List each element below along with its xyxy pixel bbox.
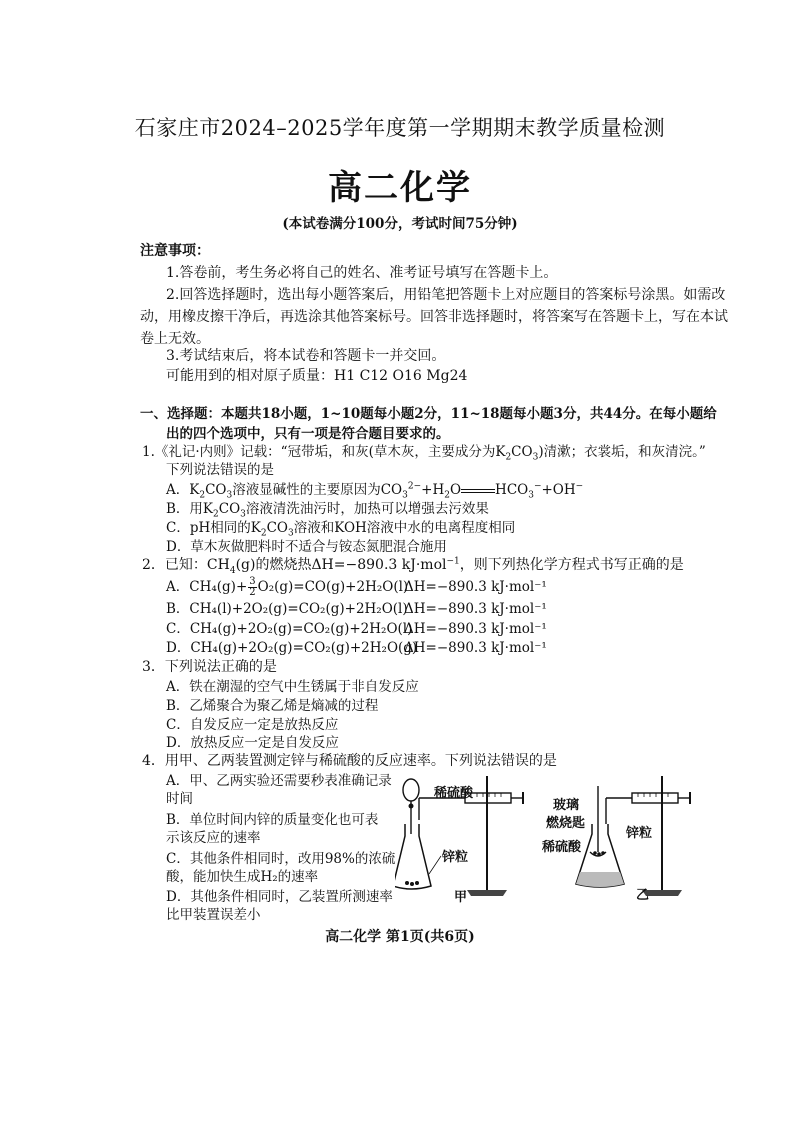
notice-item-1: 1.答卷前，考生务必将自己的姓名、准考证号填写在答题卡上。 — [166, 265, 558, 281]
question-2-option-a: A．CH₄(g)+ $\frac{3}{2}$ O₂(g)=CO(g)+2H₂O(l) — [166, 576, 409, 598]
question-1-option-c: C．pH相同的$K_2CO_3$溶液和KOH溶液中水的电离程度相同 — [166, 520, 516, 539]
question-3-option-b: B．乙烯聚合为聚乙烯是熵减的过程 — [166, 698, 379, 714]
question-4-stem: 4．用甲、乙两装置测定锌与稀硫酸的反应速率。下列说法错误的是 — [142, 753, 557, 769]
subject-title: 高二化学 — [328, 168, 472, 208]
notice-item-2-line-2: 动，用橡皮擦干净后，再选涂其他答案标号。回答非选择题时，将答案写在答题卡上，写在本试 — [140, 309, 728, 325]
question-3-stem: 3．下列说法正确的是 — [142, 659, 277, 675]
jia-acid-label: 稀硫酸 — [434, 786, 474, 801]
exam-title: 石家庄市2024–2025学年度第一学期期末教学质量检测 — [134, 116, 666, 140]
dilute-acid-liquid — [576, 872, 624, 887]
question-4-option-d-line-1: D．其他条件相同时，乙装置所测速率 — [166, 889, 393, 905]
fraction-three-halves: $\frac{3}{2}$ — [249, 576, 256, 598]
question-1-option-d: D．草木灰做肥料时不适合与铵态氮肥混合施用 — [166, 539, 447, 555]
yi-acid-label: 稀硫酸 — [542, 840, 582, 855]
notice-item-2-line-3: 卷上无效。 — [140, 331, 210, 347]
question-4-option-c-line-2: 酸，能加快生成H₂的速率 — [166, 869, 319, 885]
question-2-option-b-dh: ΔH=−890.3 kJ·mol⁻¹ — [404, 601, 547, 617]
question-2-option-b: B．CH₄(l)+2O₂(g)=CO₂(g)+2H₂O(l) — [166, 601, 408, 617]
yi-spoon-label-2: 燃烧匙 — [546, 816, 586, 831]
jia-zinc-label: 锌粒 — [442, 850, 469, 865]
question-1-option-a: A．$K_2CO_3$溶液显碱性的主要原因为$CO_3^{2-}+H_2O$ $HCO_3^-+OH^-$ — [166, 481, 584, 501]
score-note: (本试卷满分100分，考试时间75分钟) — [282, 216, 518, 232]
question-1-stem: 1.《礼记·内则》记载：“冠带垢，和灰(草木灰，主要成分为$K_2CO_3$)清漱；衣裳垢，和灰清浣。” — [142, 444, 706, 463]
question-2-option-d-dh: ΔH=−890.3 kJ·mol⁻¹ — [404, 640, 547, 656]
question-2-option-c-dh: ΔH=−890.3 kJ·mol⁻¹ — [404, 621, 547, 637]
notice-item-3: 3.考试结束后，将本试卷和答题卡一并交回。 — [166, 348, 446, 364]
question-3-option-a: A．铁在潮湿的空气中生锈属于非自发反应 — [166, 679, 419, 695]
question-3-option-c: C．自发反应一定是放热反应 — [166, 717, 339, 733]
separatory-funnel — [403, 779, 419, 801]
question-3-option-d: D．放热反应一定是自发反应 — [166, 735, 339, 751]
syringe-barrel — [632, 793, 678, 803]
question-1-stem-line-2: 下列说法错误的是 — [166, 462, 274, 478]
question-1-option-b: B．用$K_2CO_3$溶液清洗油污时，加热可以增强去污效果 — [166, 501, 489, 520]
yi-spoon-label-1: 玻璃 — [553, 798, 580, 813]
yi-figure-name: 乙 — [636, 888, 650, 903]
zinc-granules — [405, 881, 419, 886]
question-4-option-d-line-2: 比甲装置误差小 — [166, 907, 261, 923]
conical-flask — [395, 824, 431, 889]
stand-base — [467, 890, 507, 896]
question-2-option-a-dh: ΔH=−890.3 kJ·mol⁻¹ — [404, 579, 547, 595]
jia-figure-name: 甲 — [454, 890, 468, 905]
section-1-line-2: 出的四个选项中，只有一项是符合题目要求的。 — [166, 426, 450, 442]
atomic-mass-line: 可能用到的相对原子质量：H1 C12 O16 Mg24 — [166, 368, 468, 384]
notice-item-2-line-1: 2.回答选择题时，选出每小题答案后，用铅笔把答题卡上对应题目的答案标号涂黑。如需改 — [166, 287, 726, 303]
question-4-option-a-line-2: 时间 — [166, 791, 193, 807]
question-4-option-b-line-1: B．单位时间内锌的质量变化也可表 — [166, 812, 379, 828]
notice-heading: 注意事项： — [140, 243, 210, 259]
question-2-stem: 2．已知：$CH_4(g)$的燃烧热ΔH=−890.3 kJ·mol$^{-1}$，则下列热化学方程式书写正确的是 — [142, 556, 684, 576]
question-2-option-d: D．CH₄(g)+2O₂(g)=CO₂(g)+2H₂O(g) — [166, 640, 418, 656]
yi-zinc-label: 锌粒 — [626, 826, 653, 841]
page-footer: 高二化学 第1页(共6页) — [325, 929, 475, 945]
question-4-option-a-line-1: A．甲、乙两实验还需要秒表准确记录 — [166, 773, 392, 789]
section-1-line-1: 一、选择题：本题共18小题，1~10题每小题2分，11~18题每小题3分，共44分。在每小题给 — [140, 406, 717, 422]
question-2-option-c: C．CH₄(g)+2O₂(g)=CO₂(g)+2H₂O(l) — [166, 621, 413, 637]
equilibrium-arrow — [461, 487, 495, 495]
question-4-option-b-line-2: 示该反应的速率 — [166, 830, 261, 846]
question-4-option-c-line-1: C．其他条件相同时，改用98%的浓硫 — [166, 851, 396, 867]
